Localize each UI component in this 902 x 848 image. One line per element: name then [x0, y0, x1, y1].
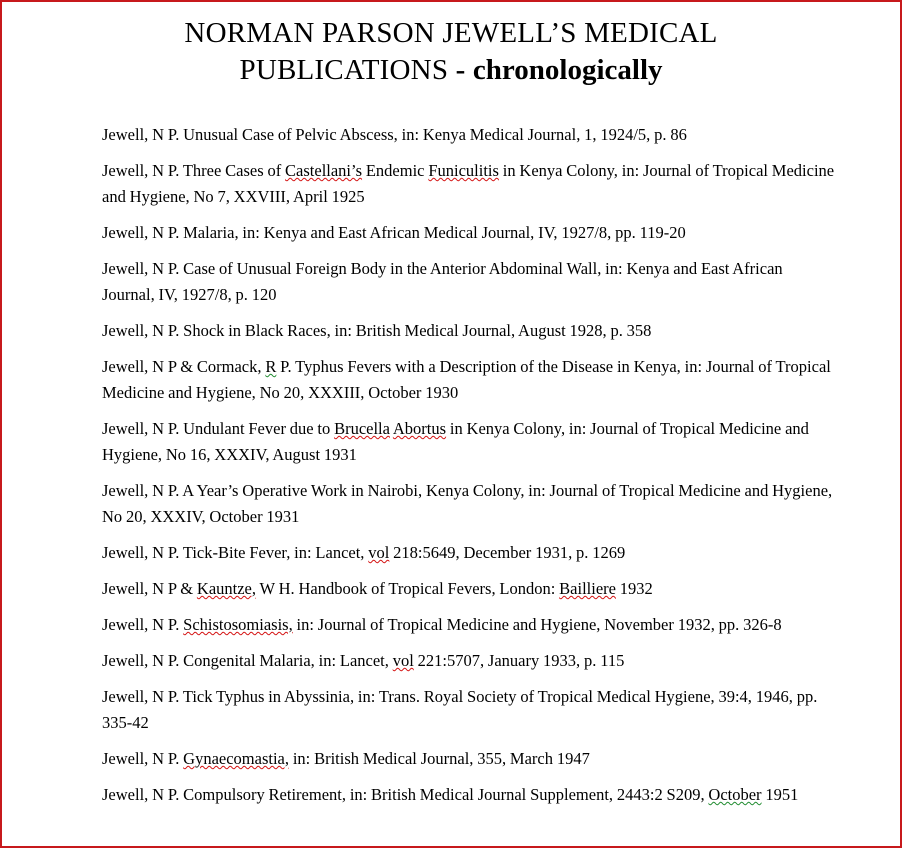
entry-text: in Kenya Colony, in: Journal of Tropical Medicine and Hygiene, No 16, XXXIV, August 1931 [102, 419, 809, 464]
publication-list [2, 88, 900, 808]
entry-text: 221:5707, January 1933, p. 115 [413, 651, 625, 670]
entry-text: Jewell, N P. Tick-Bite Fever, in: Lancet, [102, 543, 369, 562]
publication-entry [102, 158, 838, 210]
entry-text: 1951 [761, 785, 799, 804]
publication-entry [102, 782, 838, 808]
publication-entry [102, 416, 838, 468]
entry-text: Jewell, N P. Case of Unusual Foreign Body in the Anterior Abdominal Wall, in: Kenya and East African Journal, IV, 1927/8, p. 120 [102, 259, 783, 304]
entry-text: in: Journal of Tropical Medicine and Hygiene, November 1932, pp. 326-8 [292, 615, 782, 634]
publication-entry [102, 576, 838, 602]
spellcheck-underlined-word: vol [392, 651, 414, 670]
entry-text: 1932 [615, 579, 653, 598]
entry-text: Jewell, N P. [102, 749, 184, 768]
page-title-chronologically: chronologically [472, 54, 663, 86]
entry-text: Jewell, N P. Tick Typhus in Abyssinia, in: Trans. Royal Society of Tropical Medical Hygiene, 39:4, 1946, pp. 335-42 [102, 687, 818, 732]
spellcheck-underlined-word: Bailliere [559, 579, 616, 598]
publication-entry [102, 684, 838, 736]
entry-text: Endemic [362, 161, 429, 180]
publication-entry [102, 478, 838, 530]
spellcheck-underlined-word: vol [368, 543, 390, 562]
entry-text: Jewell, N P. Shock in Black Races, in: British Medical Journal, August 1928, p. 358 [102, 321, 652, 340]
entry-text: in: British Medical Journal, 355, March 1947 [289, 749, 590, 768]
spellcheck-underlined-word: Kauntze, [196, 579, 257, 598]
entry-text: Jewell, N P & Cormack, [102, 357, 266, 376]
entry-text: Jewell, N P. Undulant Fever due to [102, 419, 335, 438]
spellcheck-underlined-word: Funiculitis [428, 161, 499, 180]
page-title-dash: - [448, 54, 473, 86]
grammarcheck-underlined-word: R [265, 357, 277, 376]
spellcheck-underlined-word: Brucella [334, 419, 390, 438]
document-body [2, 2, 900, 846]
publication-entry [102, 648, 838, 674]
publication-entry [102, 612, 838, 638]
grammarcheck-underlined-word: October [708, 785, 762, 804]
page-title [2, 2, 900, 88]
entry-text: Jewell, N P & [102, 579, 197, 598]
entry-text: 218:5649, December 1931, p. 1269 [389, 543, 626, 562]
entry-text: P. Typhus Fevers with a Description of the Disease in Kenya, in: Journal of Tropical Medicine and Hygiene, No 20, XXXIII, October 1930 [102, 357, 831, 402]
publication-entry [102, 318, 838, 344]
spellcheck-underlined-word: Gynaecomastia, [183, 749, 289, 768]
entry-text: Jewell, N P. Three Cases of [102, 161, 286, 180]
entry-text: Jewell, N P. A Year’s Operative Work in Nairobi, Kenya Colony, in: Journal of Tropical Medicine and Hygiene, No 20, XXXIV, October 1931 [102, 481, 833, 526]
spellcheck-underlined-word: Schistosomiasis, [183, 615, 293, 634]
page-title-line-1: NORMAN PARSON JEWELL’S MEDICAL [184, 17, 718, 49]
entry-text: W H. Handbook of Tropical Fevers, London: [256, 579, 560, 598]
publication-entry [102, 354, 838, 406]
publication-entry [102, 122, 838, 148]
entry-text: Jewell, N P. [102, 615, 184, 634]
publication-entry [102, 220, 838, 246]
publication-entry [102, 256, 838, 308]
publication-entry [102, 746, 838, 772]
page-title-publications: PUBLICATIONS [239, 54, 449, 86]
entry-text: Jewell, N P. Compulsory Retirement, in: British Medical Journal Supplement, 2443:2 S209, [102, 785, 709, 804]
spellcheck-underlined-word: Castellani’s [285, 161, 363, 180]
entry-text: Jewell, N P. Unusual Case of Pelvic Abscess, in: Kenya Medical Journal, 1, 1924/5, p. 86 [102, 125, 687, 144]
spellcheck-underlined-word: Abortus [392, 419, 447, 438]
page-title-line-2 [42, 53, 860, 88]
entry-text: Jewell, N P. Congenital Malaria, in: Lancet, [102, 651, 393, 670]
publication-entry [102, 540, 838, 566]
entry-text: in Kenya Colony, in: Journal of Tropical Medicine and Hygiene, No 7, XXVIII, April 1925 [102, 161, 835, 206]
entry-text: Jewell, N P. Malaria, in: Kenya and East African Medical Journal, IV, 1927/8, pp. 119-20 [102, 223, 686, 242]
